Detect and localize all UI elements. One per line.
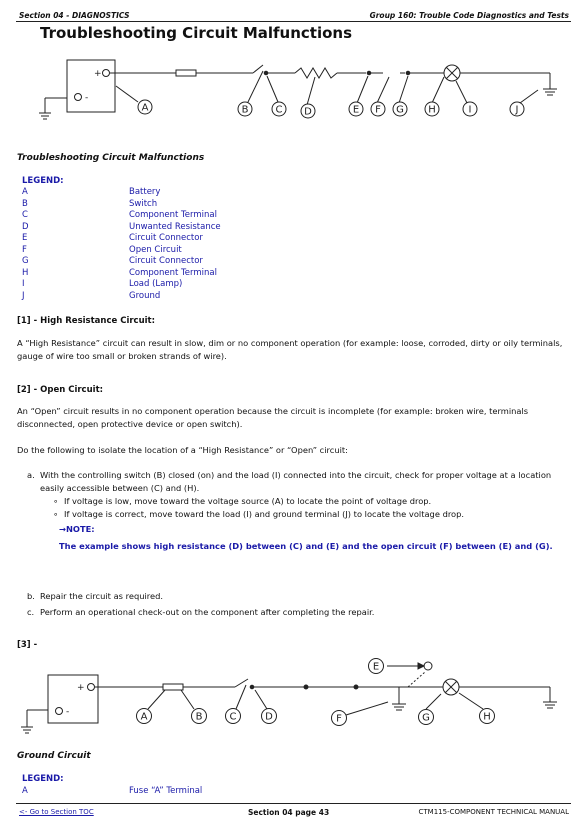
- callout-f: [371, 102, 385, 116]
- legend-value: Component Terminal: [129, 267, 217, 278]
- caption-1: Troubleshooting Circuit Malfunctions: [17, 153, 205, 163]
- legend-key: B: [22, 198, 28, 209]
- legend-key: H: [22, 267, 29, 278]
- callout-label: B: [195, 711, 203, 723]
- callout-j: [510, 102, 524, 116]
- battery-2-plus-sign: +: [77, 683, 85, 693]
- callout-label: G: [396, 104, 404, 116]
- legend-key: E: [22, 233, 28, 243]
- legend-2-heading: LEGEND:: [22, 774, 64, 784]
- legend-key: G: [22, 256, 29, 266]
- footer-toc-link-wrap: [19, 808, 94, 816]
- footer-page: Section 04 page 43: [248, 808, 330, 817]
- callout-label: A: [140, 711, 148, 723]
- caption-2: Ground Circuit: [17, 751, 91, 761]
- section-1-heading: [1] - High Resistance Circuit:: [17, 316, 156, 326]
- callout-label: D: [265, 711, 273, 723]
- page-title: Troubleshooting Circuit Malfunctions: [40, 24, 353, 42]
- legend-value: Ground: [129, 290, 161, 301]
- step-a-text: With the controlling switch (B) closed (on) and the load (I) connected into the circuit, check for proper voltage at a location easily accessible between (C) and (H).: [40, 470, 552, 493]
- callout-a: [138, 100, 152, 114]
- callout-g: [393, 102, 407, 116]
- callout-label: F: [375, 104, 381, 116]
- battery-box-2: [48, 675, 98, 723]
- callout-e: [349, 102, 363, 116]
- legend-key: A: [22, 187, 28, 197]
- bullet-1-marker: ∘: [53, 496, 59, 506]
- footer-rule: [16, 803, 571, 804]
- legend-key: I: [22, 279, 25, 289]
- legend-key: C: [22, 210, 28, 220]
- legend-key: A: [22, 786, 28, 796]
- note-heading: →NOTE:: [59, 524, 95, 534]
- step-a-marker: a.: [27, 470, 35, 480]
- callout-g: [419, 710, 434, 725]
- callout-label: H: [428, 104, 436, 116]
- circuit-diagram-2: [15, 652, 570, 742]
- legend-value: Component Terminal: [129, 210, 217, 220]
- callout-e: [369, 659, 384, 674]
- legend-value: Load (Lamp): [129, 279, 183, 289]
- legend-value: Switch: [129, 198, 158, 209]
- callout-f: [332, 711, 347, 726]
- callout-c: [226, 709, 241, 724]
- header-rule: [16, 21, 571, 22]
- callout-label: H: [483, 711, 491, 723]
- circuit-diagram-1: [30, 55, 570, 125]
- battery-plus-sign: +: [94, 69, 102, 79]
- header-section: Section 04 - DIAGNOSTICS: [19, 11, 130, 20]
- battery-minus-sign: -: [85, 93, 89, 103]
- legend-1-heading: LEGEND:: [22, 176, 64, 186]
- callout-b: [238, 102, 252, 116]
- callout-label: I: [468, 104, 472, 116]
- callout-h: [480, 709, 495, 724]
- callout-d: [301, 104, 315, 118]
- section-2-intro: Do the following to isolate the location of a “High Resistance” or “Open” circuit:: [17, 445, 348, 455]
- callout-b: [192, 709, 207, 724]
- step-c-text: Perform an operational check-out on the component after completing the repair.: [40, 607, 375, 617]
- callout-label: A: [141, 102, 149, 114]
- callout-label: J: [515, 104, 519, 116]
- legend-value: Unwanted Resistance: [129, 221, 221, 232]
- legend-value: Open Circuit: [129, 244, 182, 255]
- callout-label: G: [422, 712, 430, 724]
- step-b-marker: b.: [27, 591, 35, 601]
- legend-value: Circuit Connector: [129, 233, 203, 243]
- legend-key: F: [22, 244, 27, 255]
- legend-key: J: [22, 290, 25, 301]
- callout-i: [463, 102, 477, 116]
- bullet-1-text: If voltage is low, move toward the voltage source (A) to locate the point of voltage drop.: [64, 496, 432, 506]
- callout-label: E: [352, 104, 360, 116]
- step-c-marker: c.: [27, 607, 35, 617]
- bullet-2-text: If voltage is correct, move toward the load (I) and ground terminal (J) to locate the voltage drop.: [64, 509, 465, 519]
- legend-value: Circuit Connector: [129, 256, 203, 266]
- note-text: The example shows high resistance (D) between (C) and (E) and the open circuit (F) between (E) and (G).: [59, 541, 553, 551]
- callout-label: F: [336, 713, 342, 725]
- header-group: Group 160: Trouble Code Diagnostics and Tests: [369, 11, 569, 20]
- section-1-text: A “High Resistance” circuit can result in slow, dim or no component operation (for example: loose, corroded, dirty or oily terminals, gauge of wire too small or broken strands of wire).: [17, 338, 563, 361]
- section-2-text: An “Open” circuit results in no component operation because the circuit is incomplete (for example: broken wire, terminals disconnected, open protective device or open switch).: [17, 406, 529, 429]
- callout-c: [272, 102, 286, 116]
- bullet-2-marker: ∘: [53, 509, 59, 519]
- callout-h: [425, 102, 439, 116]
- callout-label: C: [229, 711, 237, 723]
- go-to-section-toc-link[interactable]: <- Go to Section TOC: [19, 808, 94, 816]
- callout-label: D: [304, 106, 312, 118]
- section-2-heading: [2] - Open Circuit:: [17, 385, 104, 395]
- callout-label: C: [275, 104, 283, 116]
- battery-2-minus-sign: -: [66, 707, 70, 717]
- footer-manual: CTM115-COMPONENT TECHNICAL MANUAL: [418, 808, 569, 816]
- callout-a: [137, 709, 152, 724]
- callout-d: [262, 709, 277, 724]
- section-3-heading: [3] -: [17, 640, 38, 650]
- callout-label: B: [241, 104, 249, 116]
- legend-value: Fuse “A” Terminal: [129, 786, 203, 796]
- legend-value: Battery: [129, 187, 161, 197]
- step-b-text: Repair the circuit as required.: [40, 591, 164, 601]
- legend-key: D: [22, 221, 29, 232]
- battery-box: [67, 60, 115, 112]
- callout-label: E: [372, 661, 380, 673]
